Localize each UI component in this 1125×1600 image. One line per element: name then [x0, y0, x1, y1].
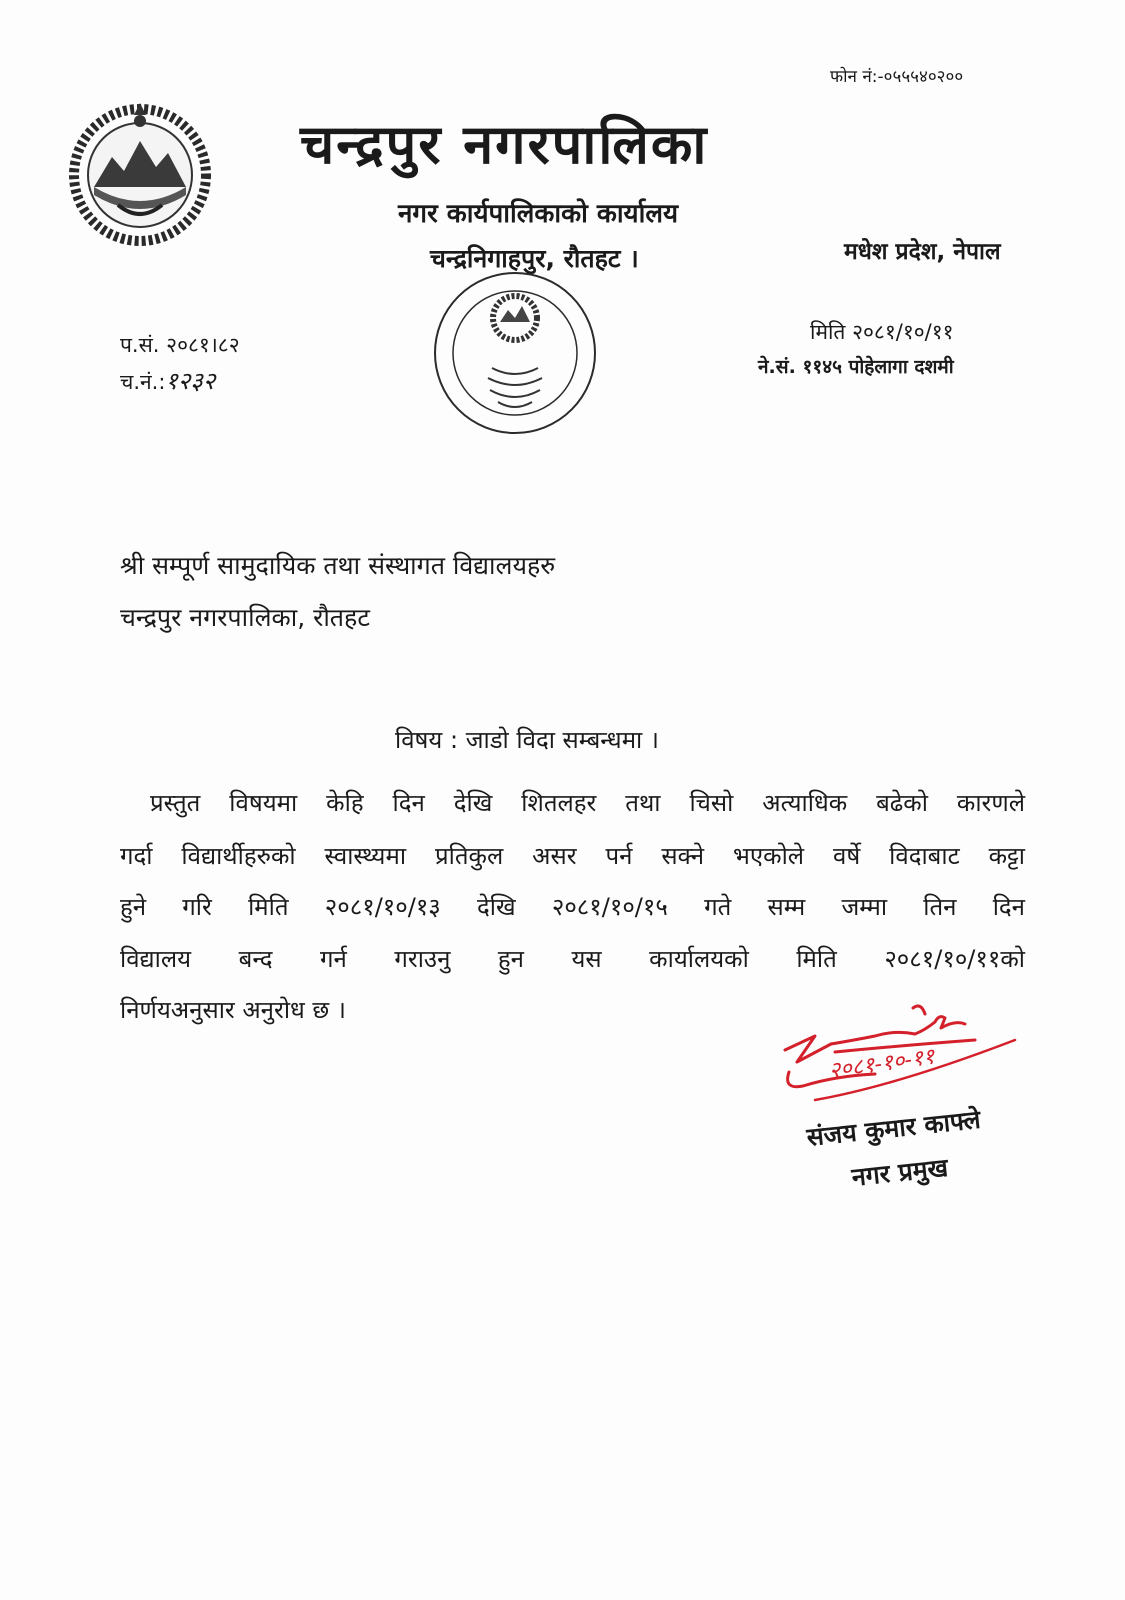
- body-line: हुने गरि मिति २०८१/१०/१३ देखि २०८१/१०/१५ गते सम्म जम्मा तिन दिन: [120, 893, 1025, 921]
- reference-cn: [120, 364, 215, 397]
- body-line: प्रस्तुत विषयमा केहि दिन देखि शितलहर तथा चिसो अत्याधिक बढेको कारणले: [150, 789, 1025, 817]
- signer-name: संजय कुमार काफ्ले: [805, 1104, 982, 1152]
- ps-value: २०८१।८२: [166, 333, 240, 357]
- reference-ps: [120, 331, 240, 359]
- ps-label: प.सं.: [120, 333, 160, 357]
- nepal-samvat-date: ने.सं. ११४५ पोहेलागा दशमी: [758, 356, 954, 378]
- office-address: चन्द्रनिगाहपुर, रौतहट ।: [430, 244, 639, 273]
- recipient-line-2: चन्द्रपुर नगरपालिका, रौतहट: [120, 603, 370, 632]
- government-emblem-icon: [60, 95, 220, 255]
- signature-date: २०८१-१०-११: [827, 1044, 937, 1084]
- office-subtitle: नगर कार्यपालिकाको कार्यालय: [398, 199, 679, 229]
- cn-value: १२३२: [165, 367, 216, 395]
- body-line: निर्णयअनुसार अनुरोध छ ।: [120, 996, 346, 1024]
- office-stamp: [430, 268, 600, 438]
- letter-subject: विषय : जाडो विदा सम्बन्धमा ।: [395, 726, 659, 754]
- letter-date: मिति २०८१/१०/११: [810, 320, 954, 344]
- recipient-line-1: श्री सम्पूर्ण सामुदायिक तथा संस्थागत विद्यालयहरु: [120, 551, 556, 580]
- cn-label: च.नं.:: [120, 370, 166, 394]
- municipality-title: चन्द्रपुर नगरपालिका: [300, 113, 709, 176]
- phone-number: फोन नं:-०५५५४०२००: [830, 67, 964, 87]
- body-line: विद्यालय बन्द गर्न गराउनु हुन यस कार्यालयको मिति २०८१/१०/११को: [120, 945, 1025, 973]
- body-line: गर्दा विद्यार्थीहरुको स्वास्थ्यमा प्रतिकुल असर पर्न सक्ने भएकोले वर्षे विदाबाट कट्टा: [120, 842, 1025, 870]
- signer-title: नगर प्रमुख: [850, 1152, 950, 1192]
- province-name: मधेश प्रदेश, नेपाल: [844, 239, 1001, 265]
